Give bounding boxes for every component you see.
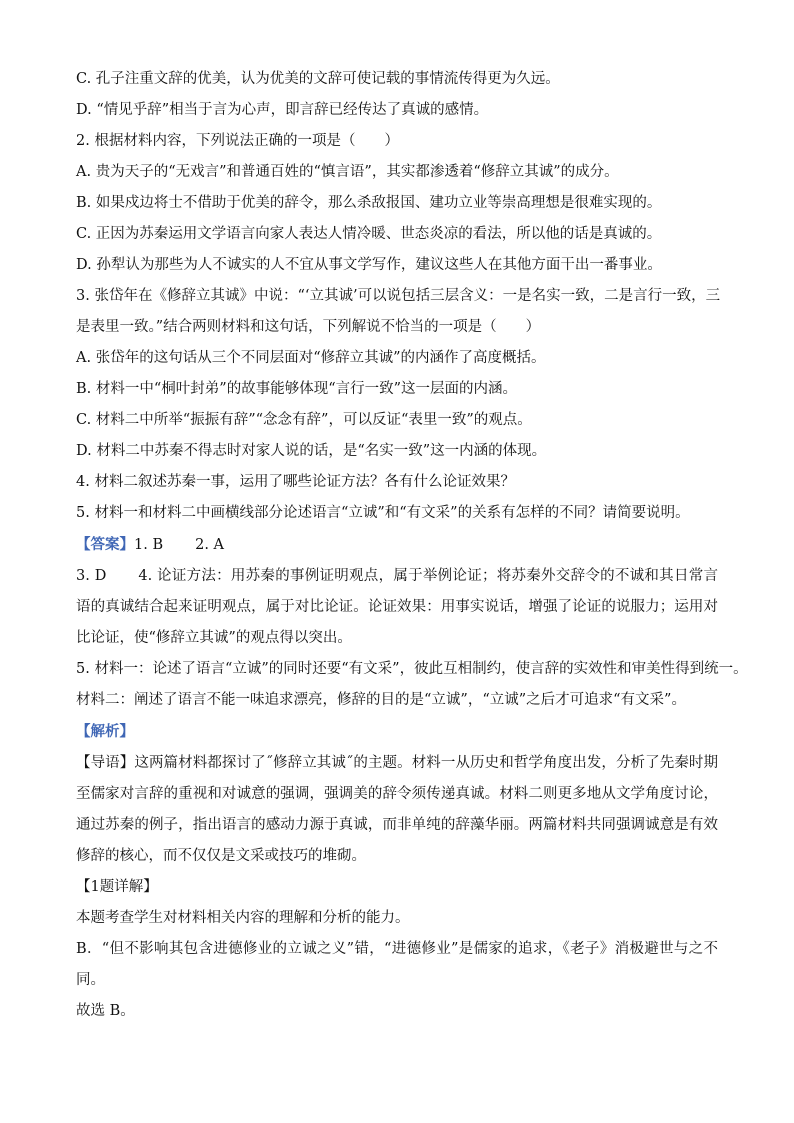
answer-label: 【答案】 bbox=[76, 536, 134, 553]
intro-paragraph bbox=[76, 748, 718, 872]
q3-stem-line1: 3. 张岱年在《修辞立其诚》中说：“‘立其诚’可以说包括三层含义：一是名实一致，二是言行一致，三 bbox=[76, 288, 721, 304]
q2-option-a: A. 贵为天子的“无戏言”和普通百姓的“慎言语”，其实都渗透着“修辞立其诚”的成分。 bbox=[76, 164, 619, 180]
answer-4: 4. 论证方法：用苏秦的事例证明观点，属于举例论证；将苏秦外交辞令的不诚和其日常言语的真诚结合起来证明观点，属于对比论证。论证效果：用事实说话，增强了论证的说服力；运用对比论证，使“修辞立其诚”的观点得以突出。 bbox=[76, 568, 718, 646]
answer-2: 2. A bbox=[195, 537, 225, 553]
answer-5-line2: 材料二：阐述了语言不能一味追求漂亮，修辞的目的是“立诚”，“立诚”之后才可追求“有文采”。 bbox=[76, 692, 686, 708]
intro-text: 这两篇材料都探讨了˝修辞立其诚˝的主题。材料一从历史和哲学角度出发，分析了先秦时期至儒家对言辞的重视和对诚意的强调，强调美的辞令须传递真诚。材料二则更多地从文学角度讨论，通过苏秦的例子，指出语言的感动力源于真诚，而非单纯的辞藻华丽。两篇材料共同强调诚意是有效修辞的核心，而不仅仅是文采或技巧的堆砌。 bbox=[76, 755, 719, 864]
detail1-line1: 本题考查学生对材料相关内容的理解和分析的能力。 bbox=[76, 910, 410, 926]
answer-row-1 bbox=[76, 529, 718, 561]
q3-option-b: B. 材料一中“桐叶封弟”的故事能够体现“言行一致”这一层面的内涵。 bbox=[76, 381, 518, 397]
q3-stem-line2: 是表里一致。”结合两则材料和这句话，下列解说不恰当的一项是（ ） bbox=[76, 319, 541, 335]
answer-5-line1: 5. 材料一：论述了语言“立诚”的同时还要“有文采”，彼此互相制约，使言辞的实效性和审美性得到统一。 bbox=[76, 661, 748, 677]
q1-option-d: D. “情见乎辞”相当于言为心声，即言辞已经传达了真诚的感情。 bbox=[76, 102, 489, 118]
analysis-heading bbox=[76, 716, 718, 748]
answer-row-3-4 bbox=[76, 561, 718, 654]
answer-3: 3. D bbox=[76, 568, 107, 584]
q2-option-b: B. 如果戍边将士不借助于优美的辞令，那么杀敌报国、建功立业等崇高理想是很难实现的。 bbox=[76, 195, 662, 211]
q5-stem: 5. 材料一和材料二中画横线部分论述语言“立诚”和“有文采”的关系有怎样的不同？请简要说明。 bbox=[76, 505, 690, 521]
intro-label: 【导语】 bbox=[76, 755, 135, 771]
q2-stem: 2. 根据材料内容，下列说法正确的一项是（ ） bbox=[76, 133, 399, 149]
detail1-line3: 故选 B。 bbox=[76, 1003, 135, 1019]
q1-option-c: C. 孔子注重文辞的优美，认为优美的文辞可使记载的事情流传得更为久远。 bbox=[76, 71, 560, 87]
analysis-label: 【解析】 bbox=[76, 723, 134, 740]
q2-option-c: C. 正因为苏秦运用文学语言向家人表达人情冷暖、世态炎凉的看法，所以他的话是真诚的。 bbox=[76, 226, 662, 242]
answer-1: 1. B bbox=[134, 537, 164, 553]
detail1-line2: B．“但不影响其包含进德修业的立诚之义”错，“进德修业”是儒家的追求，《老子》消极避世与之不同。 bbox=[76, 941, 718, 988]
detail1-heading: 【1题详解】 bbox=[76, 879, 158, 895]
q3-option-d: D. 材料二中苏秦不得志时对家人说的话，是“名实一致”这一内涵的体现。 bbox=[76, 443, 547, 459]
q3-option-a: A. 张岱年的这句话从三个不同层面对“修辞立其诚”的内涵作了高度概括。 bbox=[76, 350, 546, 366]
q4-stem: 4. 材料二叙述苏秦一事，运用了哪些论证方法？各有什么论证效果？ bbox=[76, 474, 515, 490]
q2-option-d: D. 孙犁认为那些为人不诚实的人不宜从事文学写作，建议这些人在其他方面干出一番事业。 bbox=[76, 257, 662, 273]
q3-option-c: C. 材料二中所举“振振有辞”“念念有辞”，可以反证“表里一致”的观点。 bbox=[76, 412, 532, 428]
